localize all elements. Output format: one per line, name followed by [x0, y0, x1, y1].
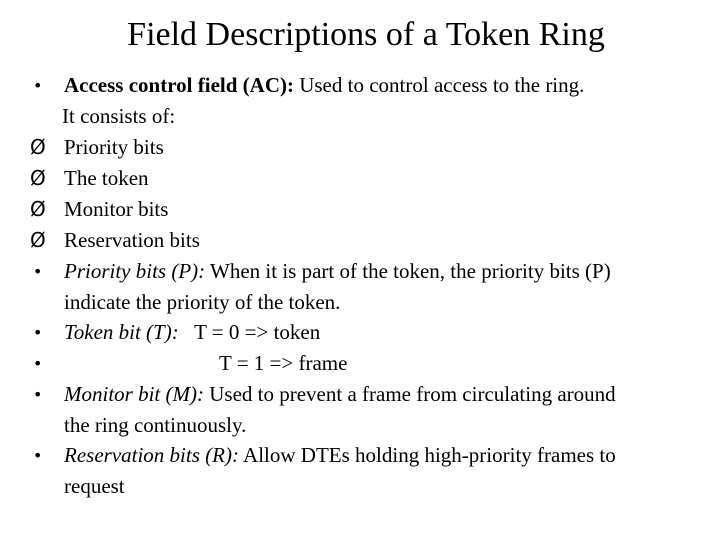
list-item-monitor	[0, 379, 720, 440]
term-priority: Priority bits (P):	[64, 259, 206, 283]
bullet-icon: •	[33, 446, 43, 465]
slide-title: Field Descriptions of a Token Ring	[127, 16, 605, 53]
arrow-bullet-icon: Ø	[30, 135, 46, 159]
text-priority-cont: indicate the priority of the token.	[64, 290, 341, 314]
bullet-icon: •	[33, 262, 43, 281]
text-monitor-cont: the ring continuously.	[64, 413, 247, 437]
arrow-bullet-icon: Ø	[30, 197, 46, 221]
list-item-token-bit	[0, 317, 720, 348]
sub-item-label: The token	[64, 166, 149, 190]
text-token-one: T = 1 => frame	[219, 351, 348, 375]
arrow-bullet-icon: Ø	[30, 228, 46, 252]
bullet-icon: •	[33, 354, 43, 373]
sub-item-reservation-bits	[0, 225, 720, 256]
text-access-control: Used to control access to the ring.	[293, 73, 585, 97]
arrow-bullet-icon: Ø	[30, 166, 46, 190]
bullet-icon: •	[33, 385, 43, 404]
text-reservation: Allow DTEs holding high-priority frames to	[238, 443, 616, 467]
term-monitor: Monitor bit (M):	[64, 382, 204, 406]
sub-item-label: Reservation bits	[64, 228, 200, 252]
text-reservation-cont: request	[64, 474, 125, 498]
text-consists-of: It consists of:	[62, 104, 176, 128]
term-token-bit: Token bit (T):	[64, 320, 179, 344]
list-item-reservation	[0, 440, 720, 501]
list-item-access-control	[0, 70, 720, 101]
content-list	[0, 70, 720, 501]
sub-item-priority-bits	[0, 132, 720, 163]
sub-item-label: Monitor bits	[64, 197, 169, 221]
list-item-token-frame	[0, 348, 720, 379]
list-item-priority	[0, 256, 720, 317]
sub-item-monitor-bits	[0, 194, 720, 225]
bullet-icon: •	[33, 323, 43, 342]
list-item-continuation	[0, 101, 720, 132]
term-reservation: Reservation bits (R):	[64, 443, 239, 467]
bullet-icon: •	[33, 76, 43, 95]
text-monitor: Used to prevent a frame from circulating around	[203, 382, 616, 406]
text-priority: When it is part of the token, the priority bits (P)	[205, 259, 611, 283]
sub-item-label: Priority bits	[64, 135, 164, 159]
term-access-control: Access control field (AC):	[64, 73, 294, 97]
sub-item-token	[0, 163, 720, 194]
text-token-zero: T = 0 => token	[178, 320, 321, 344]
